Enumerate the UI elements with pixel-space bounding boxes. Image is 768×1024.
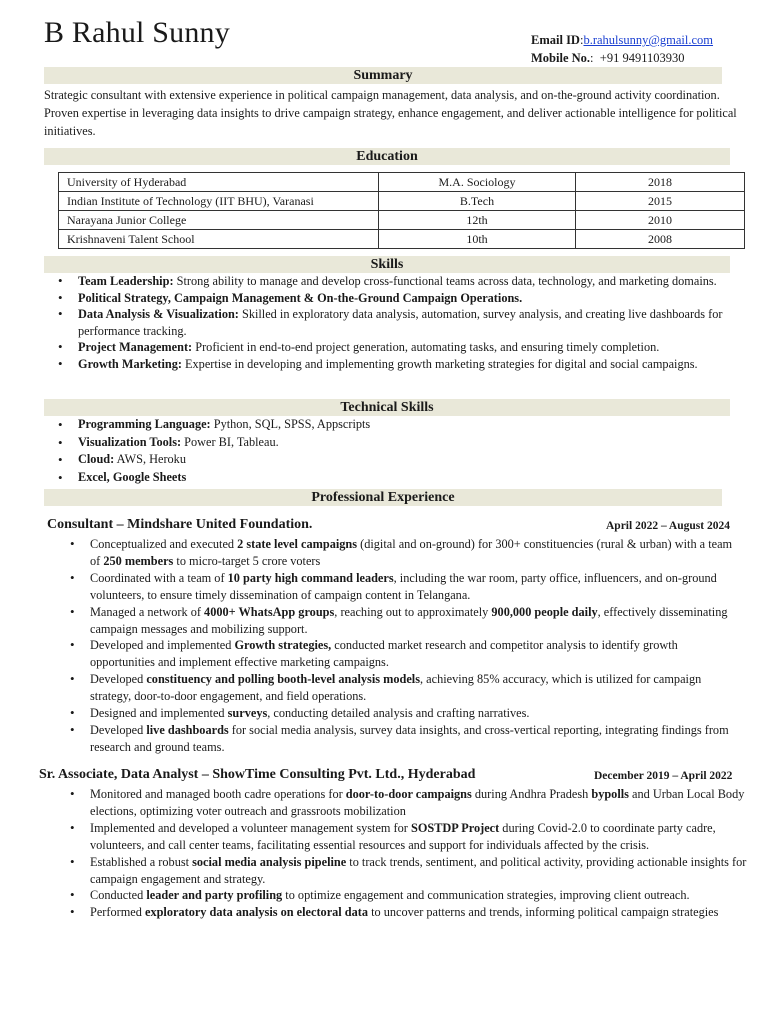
experience-bullet	[44, 854, 754, 888]
education-degree: B.Tech	[379, 192, 576, 211]
bullet-highlight: door-to-door campaigns	[345, 787, 472, 801]
technical-skill-item-text: Power BI, Tableau.	[181, 434, 279, 449]
education-institution: Indian Institute of Technology (IIT BHU), Varanasi	[59, 192, 379, 211]
bullet-text: (digital and on-ground) for 300+ constituencies (rural & urban) with a team of	[90, 537, 733, 568]
mobile-value: +91 9491103930	[599, 51, 685, 65]
job-title-1: Consultant – Mindshare United Foundation.	[47, 517, 313, 532]
bullet-highlight: 250 members	[103, 553, 174, 568]
skill-item-text: Strong ability to manage and develop cross-functional teams across data, technology, and marketing domains.	[173, 274, 717, 288]
education-row	[59, 192, 745, 211]
technical-skills-list	[44, 416, 744, 486]
contact-block	[531, 31, 713, 67]
technical-skill-item-label: Cloud:	[78, 452, 115, 466]
experience-heading: Professional Experience	[44, 489, 722, 506]
skill-item	[44, 273, 756, 290]
education-heading: Education	[44, 148, 730, 165]
experience-bullet	[44, 722, 744, 756]
summary-text: Strategic consultant with extensive experience in political campaign management, data analysis, and on-the-ground activity coordination. Proven expertise in leveraging data insights to drive campaign strategy, enhance engagement, and deliver actionable intelligence for political initiatives.	[44, 88, 737, 138]
bullet-text: to track trends, sentiment, and political activity, providing actionable insights for campaign engagement and strategy.	[90, 854, 747, 886]
skill-item-text: Skilled in exploratory data analysis, automation, survey analysis, and creating live dashboards for performance tracking.	[78, 307, 723, 338]
education-table	[58, 172, 745, 249]
bullet-text: Monitored and managed booth cadre operations for	[90, 787, 346, 801]
bullet-text: during Andhra Pradesh	[471, 787, 592, 801]
technical-skill-item-text: Python, SQL, SPSS, Appscripts	[210, 417, 371, 431]
education-degree: 12th	[379, 211, 576, 230]
bullet-text: to optimize engagement and communication strategies, improving client outreach.	[282, 888, 690, 903]
experience-bullet	[44, 705, 744, 722]
email-link[interactable]: b.rahulsunny@gmail.com	[583, 33, 714, 47]
experience-bullet	[44, 637, 744, 671]
bullet-highlight: live dashboards	[146, 722, 229, 737]
technical-skill-item	[44, 451, 744, 469]
bullet-text: Coordinated with a team of	[90, 570, 228, 585]
bullet-text: Conducted	[90, 888, 147, 903]
technical-skill-item-label: Programming Language:	[78, 417, 211, 431]
bullet-text: Designed and implemented	[90, 706, 228, 721]
technical-skill-item-label: Visualization Tools:	[78, 434, 182, 449]
bullet-text: to micro-target 5 crore voters	[173, 553, 321, 568]
job-dates-1: April 2022 – August 2024	[606, 520, 730, 532]
education-institution: Narayana Junior College	[59, 211, 379, 230]
experience-bullet	[44, 887, 754, 904]
bullet-text: for social media analysis, survey data insights, and cross-vertical reporting, integrating findings from research and ground teams.	[90, 722, 729, 754]
experience-bullet	[44, 536, 744, 570]
candidate-name: B Rahul Sunny	[44, 16, 230, 49]
experience-bullet	[44, 820, 754, 854]
education-year: 2015	[576, 192, 745, 211]
skill-item	[44, 339, 756, 356]
mobile-line: Mobile No.: +91 9491103930	[531, 51, 685, 65]
skill-item-text: Expertise in developing and implementing growth marketing strategies for digital and social campaigns.	[181, 356, 698, 371]
email-label: Email ID	[531, 33, 580, 47]
education-row	[59, 173, 745, 192]
education-row	[59, 230, 745, 249]
bullet-highlight: social media analysis pipeline	[192, 854, 347, 869]
bullet-text: Developed	[90, 672, 147, 687]
skill-item-label: Data Analysis & Visualization:	[78, 307, 239, 322]
technical-skill-item-label: Excel, Google Sheets	[78, 469, 187, 484]
bullet-text: , conducting detailed analysis and crafting narratives.	[267, 706, 530, 721]
bullet-text: during Covid-2.0 to coordinate party cadre, volunteers, and call center teams, facilitating essential resources and support for individuals affected by the crisis.	[90, 820, 716, 852]
skill-item-text: Proficient in end-to-end project generation, automating tasks, and ensuring timely completion.	[192, 340, 660, 355]
education-institution: University of Hyderabad	[59, 173, 379, 192]
experience-bullet	[44, 570, 744, 604]
mobile-label: Mobile No.	[531, 51, 591, 65]
bullet-text: Conceptualized and executed	[90, 537, 238, 551]
technical-skill-item-text: AWS, Heroku	[114, 452, 186, 466]
job-title-2: Sr. Associate, Data Analyst – ShowTime Consulting Pvt. Ltd., Hyderabad	[39, 767, 476, 782]
bullet-highlight: constituency and polling booth-level analysis models	[146, 672, 420, 687]
skill-item-label: Political Strategy, Campaign Management & On-the-Ground Campaign Operations.	[78, 290, 523, 305]
experience-bullet	[44, 671, 744, 705]
bullet-highlight: 2 state level campaigns	[237, 537, 358, 551]
skill-item	[44, 290, 756, 307]
bullet-text: , achieving 85% accuracy, which is utilized for campaign strategy, door-to-door engagement, and field operations.	[90, 672, 702, 704]
email-line: Email ID:b.rahulsunny@gmail.com	[531, 33, 714, 47]
bullet-highlight: surveys	[227, 706, 268, 721]
education-degree: 10th	[379, 230, 576, 249]
bullet-text: Developed	[90, 722, 147, 737]
skill-item	[44, 306, 756, 339]
bullet-text: to uncover patterns and trends, informing political campaign strategies	[368, 905, 719, 920]
bullet-text: Established a robust	[90, 854, 193, 869]
bullet-text: and Urban Local Body elections, optimizing voter outreach and grassroots mobilization	[90, 787, 745, 818]
bullet-highlight: leader and party profiling	[146, 888, 283, 903]
experience-bullet	[44, 786, 754, 820]
technical-skills-heading: Technical Skills	[44, 399, 730, 416]
bullet-text: Performed	[90, 905, 145, 920]
skill-item	[44, 356, 756, 373]
bullet-text: Implemented and developed a volunteer management system for	[90, 820, 411, 835]
bullet-highlight: exploratory data analysis on electoral data	[144, 905, 369, 920]
skill-item-label: Growth Marketing:	[78, 356, 182, 371]
education-year: 2008	[576, 230, 745, 249]
skill-item-label: Team Leadership:	[78, 274, 174, 288]
education-institution: Krishnaveni Talent School	[59, 230, 379, 249]
experience-bullet	[44, 904, 754, 921]
bullet-text: Managed a network of	[90, 604, 205, 619]
skills-heading: Skills	[44, 256, 730, 273]
summary-heading: Summary	[44, 67, 722, 84]
bullet-highlight: 4000+ WhatsApp groups	[204, 604, 335, 619]
education-row	[59, 211, 745, 230]
technical-skill-item	[44, 416, 744, 434]
bullet-highlight: Growth strategies,	[234, 638, 332, 653]
education-degree: M.A. Sociology	[379, 173, 576, 192]
bullet-highlight: 900,000 people daily	[491, 604, 598, 619]
job-dates-2: December 2019 – April 2022	[594, 770, 733, 782]
bullet-text: conducted market research and competitor analysis to identify growth opportunities and implement effective marketing campaigns.	[90, 638, 678, 670]
education-year: 2018	[576, 173, 745, 192]
bullet-highlight: 10 party high command leaders	[227, 570, 394, 585]
bullet-text: Developed and implemented	[90, 638, 235, 653]
education-year: 2010	[576, 211, 745, 230]
experience-bullet	[44, 604, 744, 638]
bullet-highlight: SOSTDP Project	[410, 820, 500, 835]
job-2-bullets	[44, 786, 754, 921]
skills-list	[44, 273, 756, 373]
bullet-text: , including the war room, party office, influencers, and on-ground volunteers, to ensure timely dissemination of campaign content in Telangana.	[90, 570, 717, 602]
job-1-bullets	[44, 536, 744, 756]
bullet-highlight: bypolls	[591, 787, 629, 801]
technical-skill-item	[44, 469, 744, 487]
bullet-text: , reaching out to approximately	[334, 604, 492, 619]
technical-skill-item	[44, 434, 744, 452]
bullet-text: , effectively disseminating campaign messages and mobilizing support.	[90, 604, 728, 636]
skill-item-label: Project Management:	[78, 340, 193, 355]
